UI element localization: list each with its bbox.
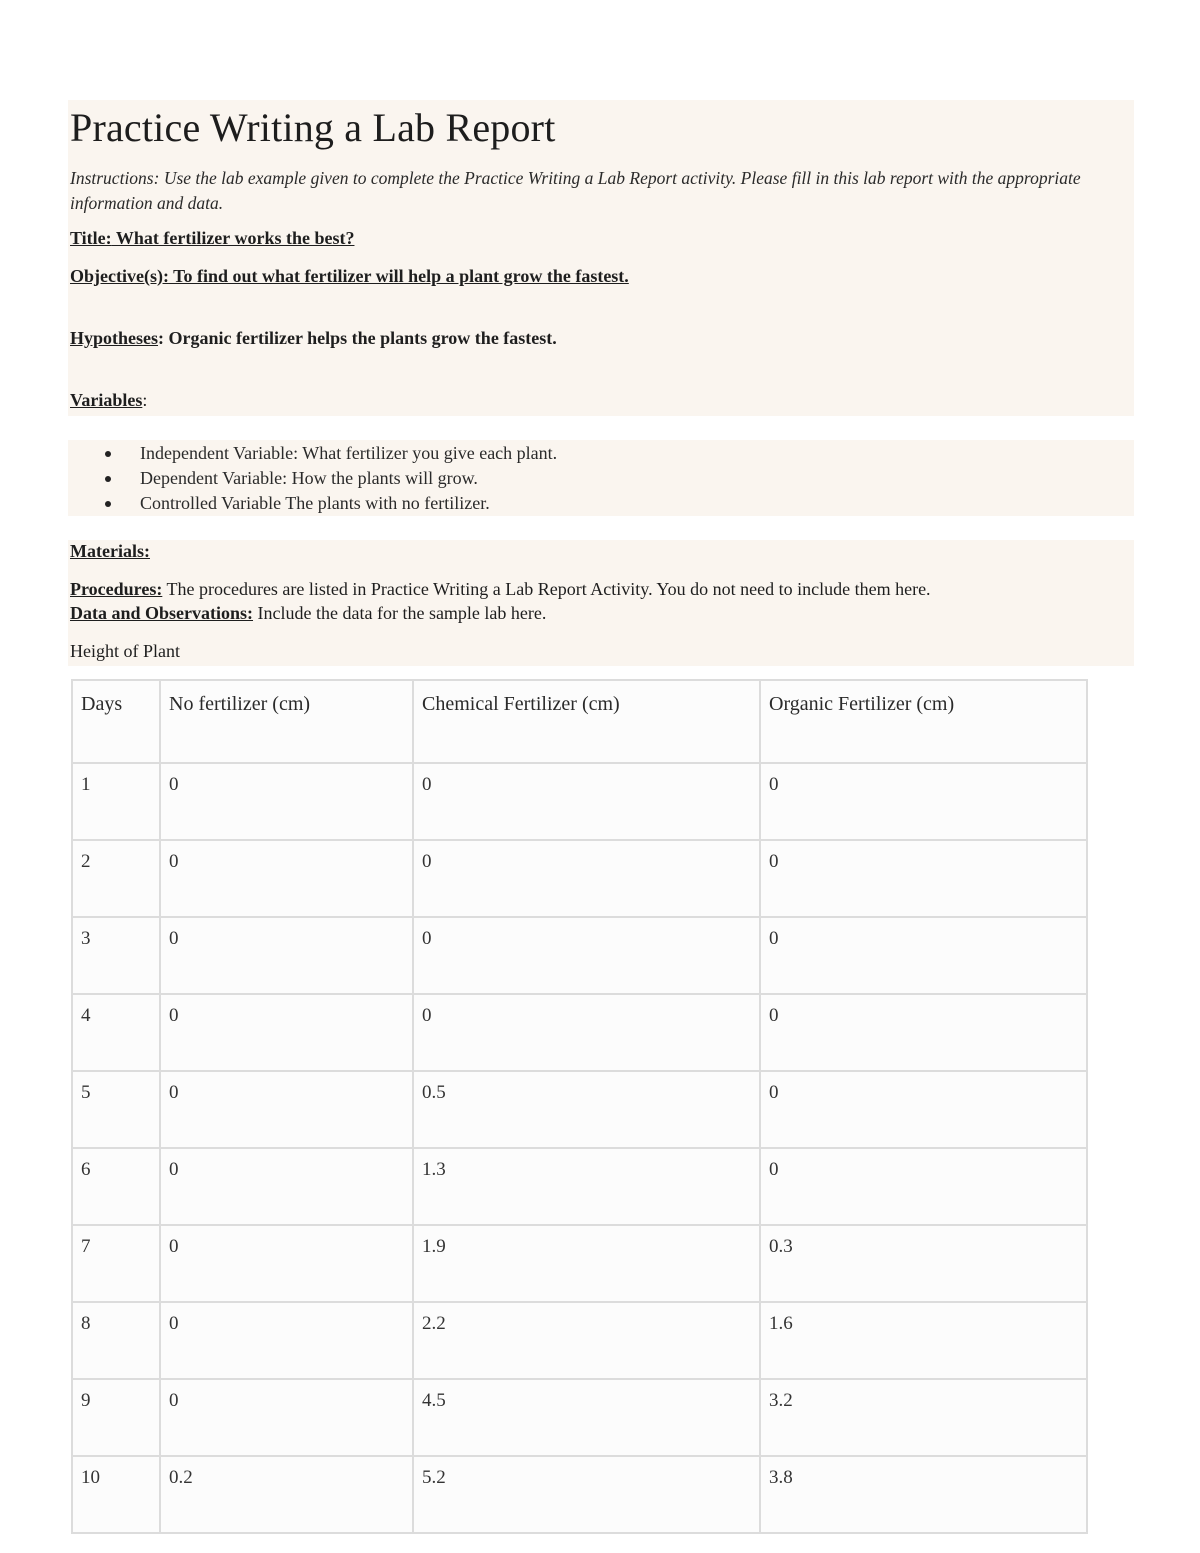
- table-cell: 10: [72, 1456, 160, 1533]
- table-cell: 5: [72, 1071, 160, 1148]
- variables-heading: [70, 390, 147, 411]
- bullet-icon: [105, 501, 111, 507]
- bullet-icon: [105, 451, 111, 457]
- table-row: [72, 994, 1087, 1071]
- title-value: What fertilizer works the best?: [111, 228, 355, 248]
- table-cell: 2: [72, 840, 160, 917]
- table-cell: 0: [160, 763, 413, 840]
- materials-label: Materials:: [70, 541, 150, 561]
- table-row: [72, 917, 1087, 994]
- data-observations-value: Include the data for the sample lab here.: [253, 603, 547, 623]
- objective-label: Objective(s):: [70, 266, 169, 286]
- hypotheses-field: [70, 328, 557, 349]
- table-cell: 0: [760, 917, 1087, 994]
- table-cell: 4.5: [413, 1379, 760, 1456]
- table-row: [72, 763, 1087, 840]
- objective-value: To find out what fertilizer will help a plant grow the fastest.: [168, 266, 629, 286]
- table-cell: 0: [760, 840, 1087, 917]
- header-no-fertilizer: No fertilizer (cm): [160, 680, 413, 763]
- table-row: [72, 1071, 1087, 1148]
- table-cell: 0.5: [413, 1071, 760, 1148]
- table-caption: Height of Plant: [70, 641, 180, 661]
- header-days: Days: [72, 680, 160, 763]
- table-cell: 0: [760, 763, 1087, 840]
- list-item: Independent Variable: What fertilizer you give each plant.: [68, 441, 557, 466]
- hypotheses-label: Hypotheses: [70, 328, 159, 348]
- table-cell: 2.2: [413, 1302, 760, 1379]
- table-cell: 3.8: [760, 1456, 1087, 1533]
- list-item: Controlled Variable The plants with no fertilizer.: [68, 491, 557, 516]
- data-observations-label: Data and Observations:: [70, 603, 254, 623]
- table-cell: 0: [160, 994, 413, 1071]
- table-cell: 0: [413, 994, 760, 1071]
- table-cell: 0: [760, 1071, 1087, 1148]
- table-cell: 3: [72, 917, 160, 994]
- objective-field: [70, 266, 629, 287]
- procedures-field: [70, 579, 931, 600]
- table-row: [72, 1148, 1087, 1225]
- materials-heading: [70, 541, 150, 562]
- table-cell: 1: [72, 763, 160, 840]
- title-field: [70, 228, 354, 249]
- table-cell: 0: [160, 840, 413, 917]
- header-organic-fertilizer: Organic Fertilizer (cm): [760, 680, 1087, 763]
- table-cell: 0.3: [760, 1225, 1087, 1302]
- title-label: Title:: [70, 228, 112, 248]
- table-cell: 3.2: [760, 1379, 1087, 1456]
- table-cell: 7: [72, 1225, 160, 1302]
- table-cell: 0: [413, 763, 760, 840]
- table-cell: 1.3: [413, 1148, 760, 1225]
- table-row: [72, 1225, 1087, 1302]
- table-cell: 9: [72, 1379, 160, 1456]
- procedures-label: Procedures:: [70, 579, 163, 599]
- table-cell: 8: [72, 1302, 160, 1379]
- table-row: [72, 1379, 1087, 1456]
- table-cell: 6: [72, 1148, 160, 1225]
- variables-label: Variables: [70, 390, 143, 410]
- page-title: Practice Writing a Lab Report: [70, 105, 556, 150]
- bullet-icon: [105, 476, 111, 482]
- table-header-row: [72, 680, 1087, 763]
- table-cell: 1.9: [413, 1225, 760, 1302]
- table-row: [72, 1302, 1087, 1379]
- header-chemical-fertilizer: Chemical Fertilizer (cm): [413, 680, 760, 763]
- table-cell: 0: [160, 1379, 413, 1456]
- plant-height-table: [71, 679, 1088, 1534]
- table-cell: 0: [760, 1148, 1087, 1225]
- table-cell: 0: [760, 994, 1087, 1071]
- variables-colon: :: [142, 390, 148, 410]
- hypotheses-value: : Organic fertilizer helps the plants grow the fastest.: [158, 328, 557, 348]
- table-cell: 0: [160, 1225, 413, 1302]
- table-row: [72, 1456, 1087, 1533]
- table-cell: 0: [160, 1071, 413, 1148]
- table-cell: 4: [72, 994, 160, 1071]
- table-cell: 0.2: [160, 1456, 413, 1533]
- table-cell: 0: [160, 917, 413, 994]
- table-cell: 5.2: [413, 1456, 760, 1533]
- table-cell: 0: [160, 1302, 413, 1379]
- list-item: Dependent Variable: How the plants will grow.: [68, 466, 557, 491]
- variables-list: [68, 441, 557, 516]
- table-row: [72, 840, 1087, 917]
- table-cell: 0: [413, 840, 760, 917]
- table-cell: 0: [160, 1148, 413, 1225]
- procedures-value: The procedures are listed in Practice Writing a Lab Report Activity. You do not need to include them here.: [162, 579, 931, 599]
- data-observations-field: [70, 603, 546, 624]
- table-cell: 0: [413, 917, 760, 994]
- instructions-text: Instructions: Use the lab example given to complete the Practice Writing a Lab Report activity. Please fill in this lab report with the appropriate information and data.: [70, 168, 1081, 213]
- table-cell: 1.6: [760, 1302, 1087, 1379]
